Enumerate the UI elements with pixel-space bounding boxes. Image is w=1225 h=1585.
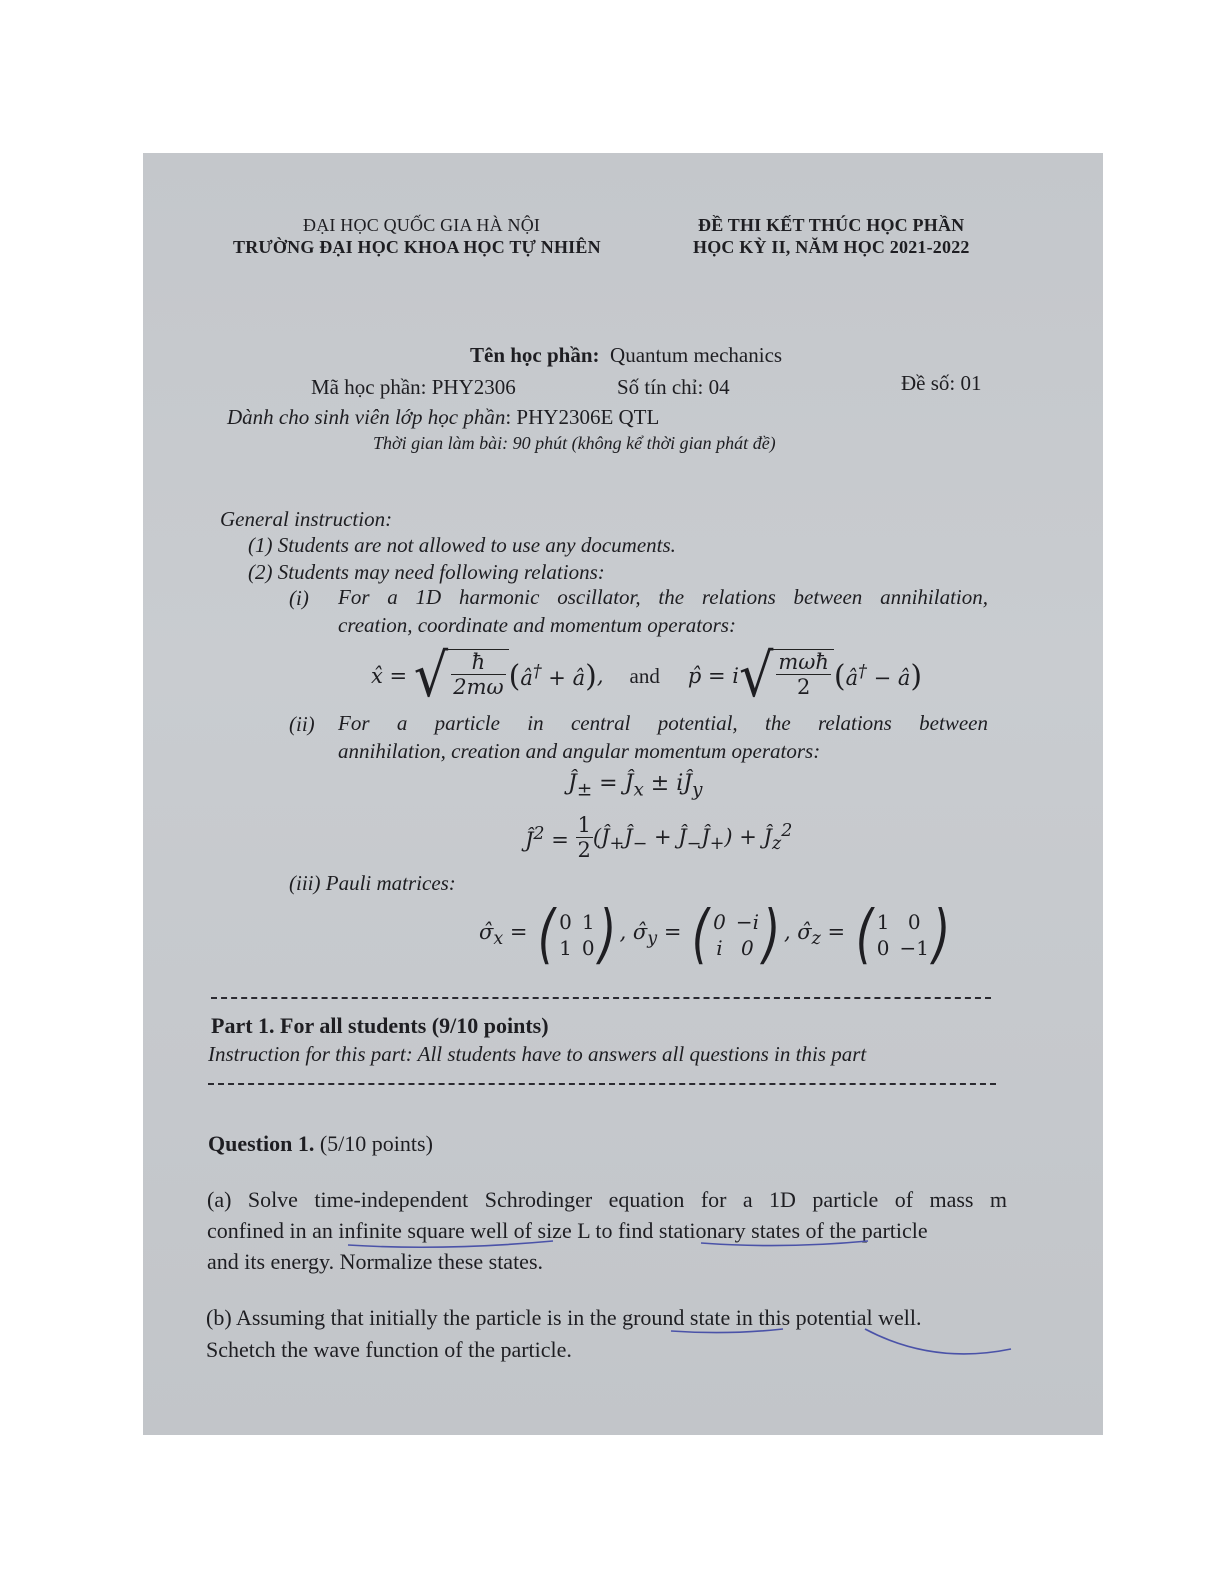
ladder-operator-equation: $Ĵ_\pm$ = $Ĵ_x$ ± $iĴ_y$ — [568, 771, 703, 801]
question1-a-line3: and its energy. Normalize these states. — [207, 1249, 544, 1274]
relation-i-line1: For a 1D harmonic oscillator, the relations between annihilation, — [338, 585, 988, 609]
question1-a-line2: confined in an infinite square well of size L to find stationary states of the particle — [207, 1218, 928, 1243]
pauli-x-matrix: ( 0 1 1 0 ) — [537, 898, 616, 972]
pauli-y-matrix: ( 0 −i i 0 ) — [691, 898, 781, 972]
pen-annotations — [143, 153, 1103, 1435]
faculty-name: TRƯỜNG ĐẠI HỌC KHOA HỌC TỰ NHIÊN — [233, 237, 601, 257]
course-code: Mã học phần: PHY2306 — [311, 375, 516, 399]
question1-a-line1: (a) Solve time-independent Schrodinger equation for a 1D particle of mass m — [207, 1187, 1007, 1212]
relation-ii-line2: annihilation, creation and angular momentum operators: — [338, 739, 821, 763]
exam-number: Đề số: 01 — [901, 371, 982, 395]
instruction-heading: General instruction: — [220, 507, 393, 531]
exam-paper — [143, 153, 1103, 1435]
pauli-matrices: $\sigmâ_x$ = ( 0 1 1 0 ) , $\sigmâ_y$ = ( 0 −i i 0 ) , $\sigmâ_z$ = ( 1 0 0 −1 ) — [479, 895, 954, 975]
instruction-item-2: (2) Students may need following relations: — [248, 560, 605, 584]
exam-time: Thời gian làm bài: 90 phút (không kể thời gian phát đề) — [373, 433, 776, 453]
j-squared-equation: $Ĵ^2$ = $\frac{1}{2}$ ($Ĵ_+Ĵ_-$ + $Ĵ_-Ĵ_+$) + $Ĵ_z^2$ — [525, 813, 793, 862]
university-name: ĐẠI HỌC QUỐC GIA HÀ NỘI — [303, 215, 541, 235]
oscillator-equation: x̂ = √ $\frac{ħ}{2m\omega}$ ( â† + â ) , and p̂ = i √ $\frac{\text{mωħ}}{2}$ ( â† − â ) — [371, 640, 923, 711]
instruction-item-1: (1) Students are not allowed to use any documents. — [248, 533, 676, 557]
relation-i-line2: creation, coordinate and momentum operators: — [338, 613, 736, 637]
part1-title: Part 1. For all students (9/10 points) — [211, 1013, 549, 1038]
pauli-z-matrix: ( 1 0 0 −1 ) — [855, 898, 951, 972]
question1-b-line1: (b) Assuming that initially the particle is in the ground state in this potential well. — [206, 1305, 922, 1330]
equation-and: and — [629, 663, 660, 688]
question1-b-line2: Schetch the wave function of the particle. — [206, 1337, 572, 1362]
course-credits: Số tín chỉ: 04 — [617, 375, 730, 399]
question1-title: Question 1. (5/10 points) — [208, 1131, 433, 1156]
semester: HỌC KỲ II, NĂM HỌC 2021-2022 — [693, 237, 970, 257]
part1-instruction: Instruction for this part: All students have to answers all questions in this part — [208, 1042, 867, 1066]
relation-ii-line1: For a particle in central potential, the relations between — [338, 711, 988, 735]
class-info: Dành cho sinh viên lớp học phần: PHY2306E QTL — [227, 405, 660, 429]
relation-i-number: (i) — [289, 586, 309, 610]
pauli-label: (iii) Pauli matrices: — [289, 871, 456, 895]
relation-ii-number: (ii) — [289, 712, 315, 736]
course-name: Tên học phần: Quantum mechanics — [470, 343, 783, 367]
exam-title: ĐỀ THI KẾT THÚC HỌC PHẦN — [698, 215, 965, 235]
